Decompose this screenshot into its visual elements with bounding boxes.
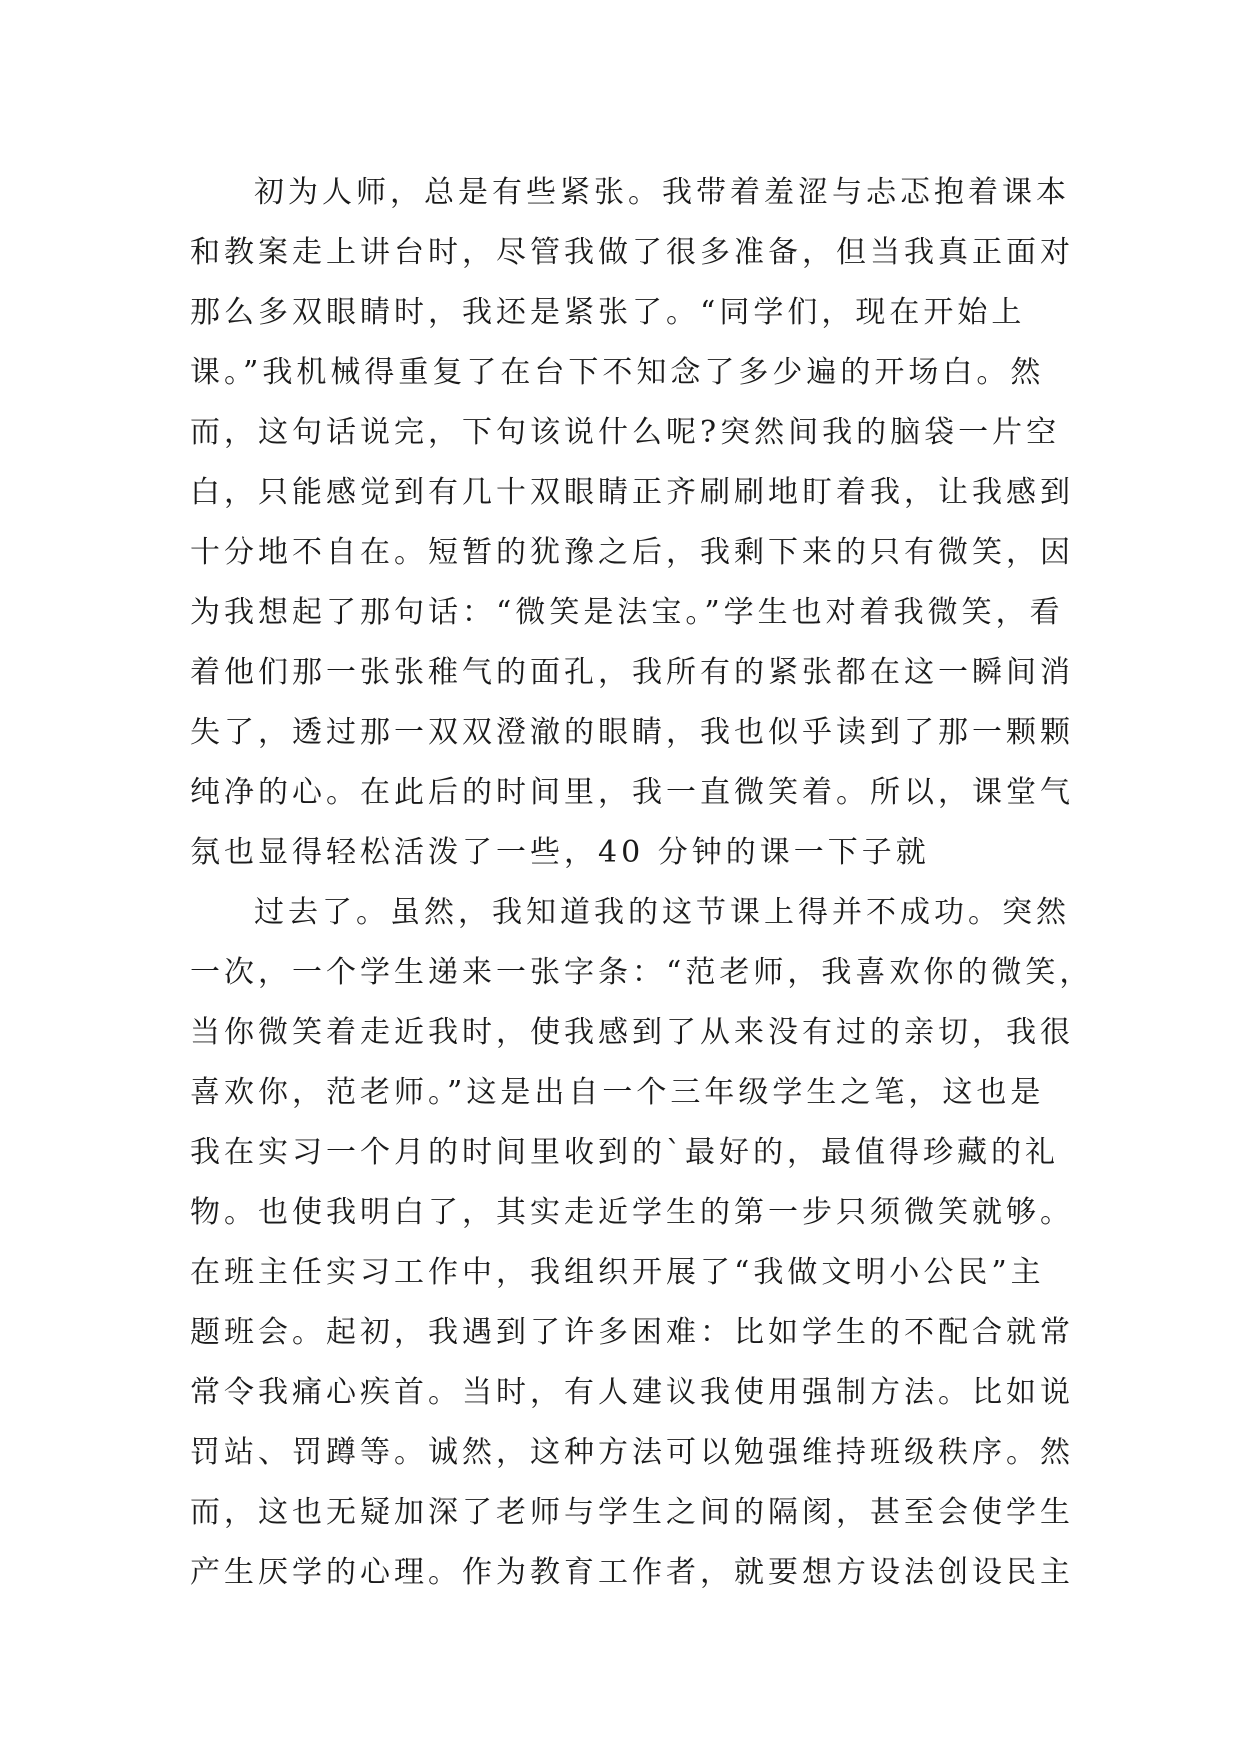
text-line: 产生厌学的心理。作为教育工作者，就要想方设法创设民主 — [190, 1555, 1074, 1590]
text-line: 和教案走上讲台时，尽管我做了很多准备，但当我真正面对 — [190, 235, 1074, 270]
text-line: 当你微笑着走近我时，使我感到了从来没有过的亲切，我很 — [190, 1015, 1074, 1050]
text-line: 在班主任实习工作中，我组织开展了“我做文明小公民”主 — [190, 1255, 1045, 1290]
text-line: 十分地不自在。短暂的犹豫之后，我剩下来的只有微笑，因 — [190, 535, 1074, 570]
text-line: 为我想起了那句话：“微笑是法宝。”学生也对着我微笑，看 — [190, 595, 1064, 630]
body-text — [190, 163, 1094, 1603]
text-line: 那么多双眼睛时，我还是紧张了。“同学们，现在开始上 — [190, 295, 1026, 330]
text-line: 题班会。起初，我遇到了许多困难：比如学生的不配合就常 — [190, 1315, 1074, 1350]
text-line: 而，这也无疑加深了老师与学生之间的隔阂，甚至会使学生 — [190, 1495, 1074, 1530]
text-line: 氛也显得轻松活泼了一些，40 分钟的课一下子就 — [190, 835, 930, 870]
text-line: 失了，透过那一双双澄澈的眼睛，我也似乎读到了那一颗颗 — [190, 715, 1074, 750]
text-line: 纯净的心。在此后的时间里，我一直微笑着。所以，课堂气 — [190, 775, 1074, 810]
text-line: 过去了。虽然，我知道我的这节课上得并不成功。突然 — [254, 895, 1070, 930]
text-line: 喜欢你，范老师。”这是出自一个三年级学生之笔，这也是 — [190, 1075, 1045, 1110]
text-line: 课。”我机械得重复了在台下不知念了多少遍的开场白。然 — [190, 355, 1045, 390]
text-line: 白，只能感觉到有几十双眼睛正齐刷刷地盯着我，让我感到 — [190, 475, 1074, 510]
text-line: 一次，一个学生递来一张字条：“范老师，我喜欢你的微笑， — [190, 955, 1094, 990]
text-line: 着他们那一张张稚气的面孔，我所有的紧张都在这一瞬间消 — [190, 655, 1074, 690]
text-line: 初为人师，总是有些紧张。我带着羞涩与忐忑抱着课本 — [254, 175, 1070, 210]
text-line: 罚站、罚蹲等。诚然，这种方法可以勉强维持班级秩序。然 — [190, 1435, 1074, 1470]
text-line: 而，这句话说完，下句该说什么呢?突然间我的脑袋一片空 — [190, 415, 1061, 450]
text-line: 我在实习一个月的时间里收到的`最好的，最值得珍藏的礼 — [190, 1135, 1059, 1170]
text-line: 物。也使我明白了，其实走近学生的第一步只须微笑就够。 — [190, 1195, 1074, 1230]
text-line: 常令我痛心疾首。当时，有人建议我使用强制方法。比如说 — [190, 1375, 1074, 1410]
